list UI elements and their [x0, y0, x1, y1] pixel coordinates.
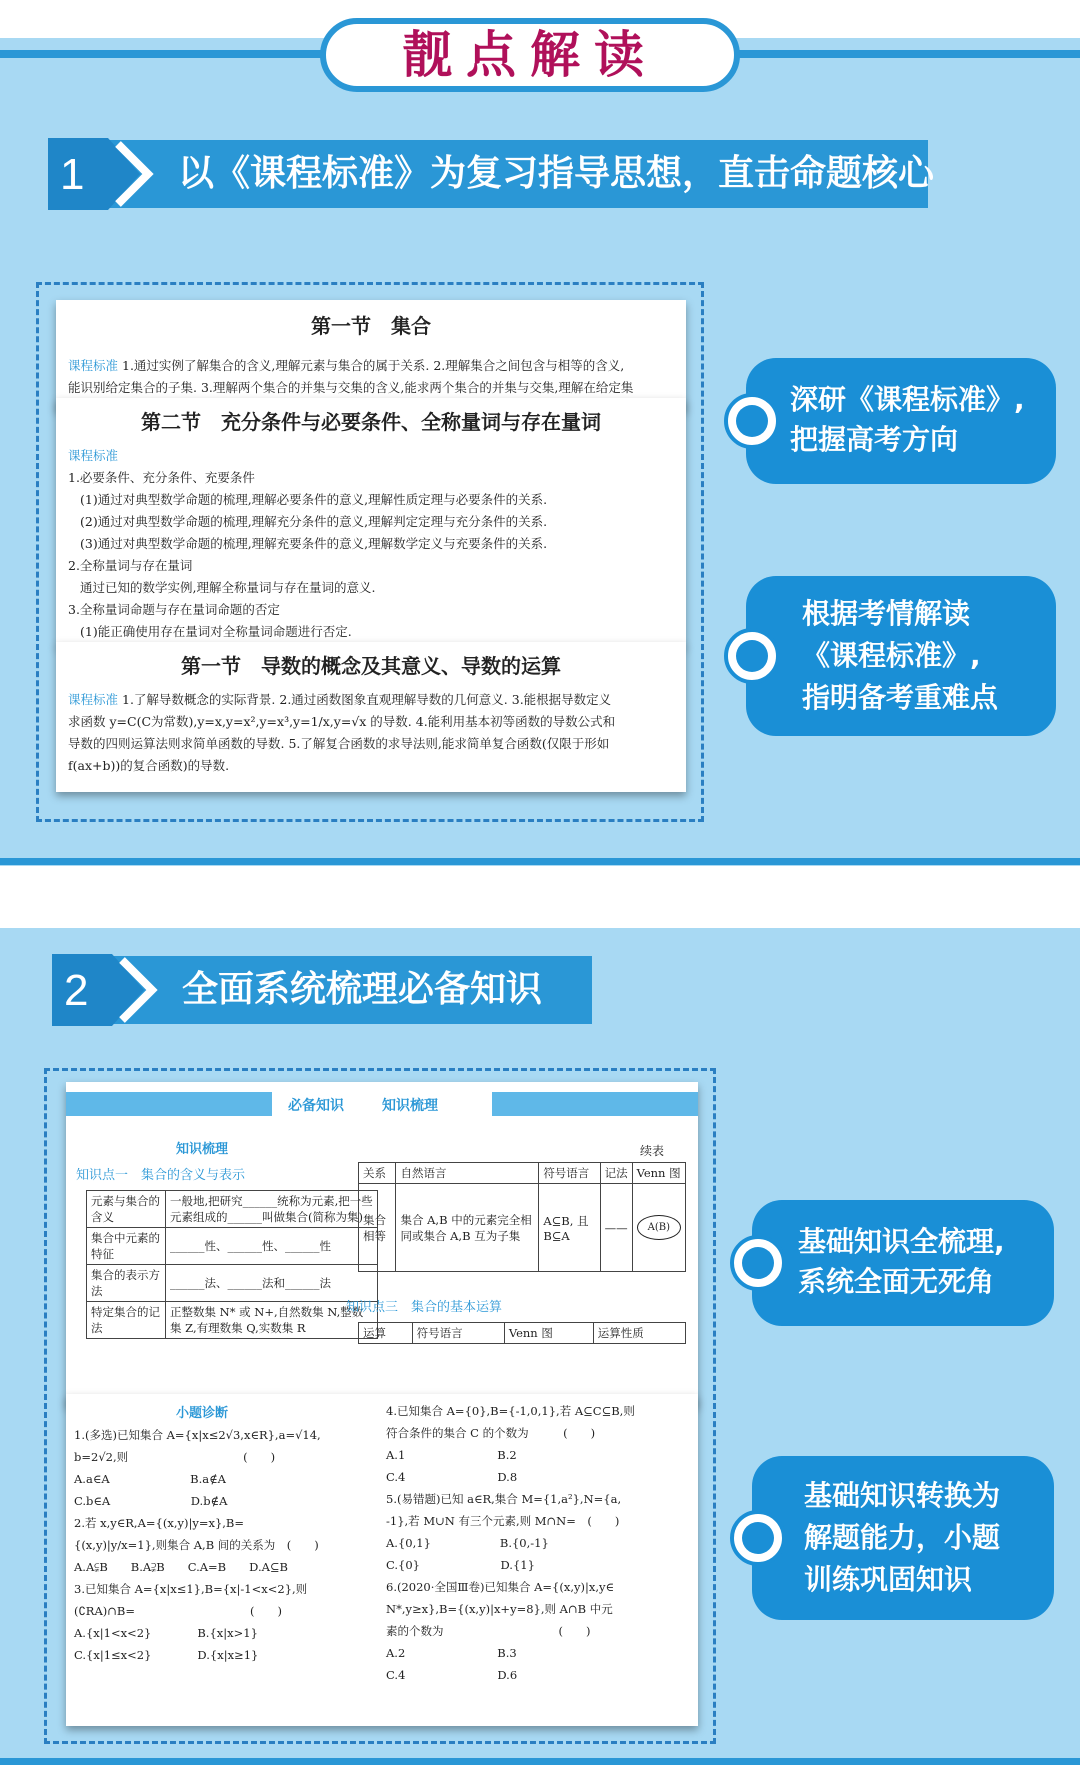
- sample-page-card: [56, 398, 686, 646]
- text-line: 3.全称量词命题与存在量词命题的否定: [68, 602, 280, 617]
- text-line: 1.了解导数概念的实际背景. 2.通过函数图象直观理解导数的几何意义. 3.能根据导数定义: [122, 692, 612, 707]
- table-cell: 元素与集合的含义: [87, 1191, 166, 1228]
- text-line: 能识别给定集合的子集. 3.理解两个集合的并集与交集的含义,能求两个集合的并集与交集,理解在给定集: [68, 380, 634, 395]
- divider: [0, 1758, 1080, 1765]
- question-option: A.A⫋B B.A⫌B C.A=B D.A⊆B: [74, 1560, 288, 1574]
- stacked-papers-icon: [730, 1510, 786, 1566]
- relation-table: [358, 1162, 686, 1272]
- question-text: 素的个数为 ( ): [386, 1624, 591, 1638]
- table-header: 符号语言: [539, 1163, 600, 1184]
- question-text: 3.已知集合 A={x|x≤1},B={x|-1<x<2},则: [74, 1582, 308, 1596]
- sub-heading: 知识梳理: [176, 1142, 229, 1157]
- sample-page-card: [56, 300, 686, 410]
- question-option: A.a∈A B.a∉A: [74, 1472, 226, 1486]
- text-line: 1.必要条件、充分条件、充要条件: [68, 470, 255, 485]
- page-title-pill: [320, 18, 740, 92]
- question-text: N*,y≥x},B={(x,y)|x+y=8},则 A∩B 中元: [386, 1602, 613, 1616]
- question-option: C.4 D.8: [386, 1470, 518, 1484]
- section-title: 全面系统梳理必备知识: [182, 969, 543, 1010]
- table-header: 符号语言: [412, 1323, 504, 1344]
- table-cell: ——: [600, 1184, 632, 1272]
- callout-line: 《课程标准》,: [802, 639, 981, 672]
- venn-ellipse: A(B): [637, 1215, 681, 1240]
- document-check-icon: [730, 1235, 786, 1291]
- question-text: 符合条件的集合 C 的个数为 ( ): [386, 1426, 596, 1440]
- callout-line: 基础知识全梳理,: [798, 1225, 1005, 1258]
- question-option: C.{x|1≤x<2} D.{x|x≥1}: [74, 1648, 259, 1662]
- table-header: Venn 图: [632, 1163, 685, 1184]
- section-1-banner: [48, 140, 935, 208]
- callout-line: 解题能力，小题: [804, 1521, 1001, 1554]
- table-cell: 一般地,把研究______统称为元素,把一些元素组成的______叫做集合(简称为集): [166, 1191, 378, 1228]
- question-text: 4.已知集合 A={0},B={-1,0,1},若 A⊆C⊆B,则: [386, 1404, 635, 1418]
- table-header: Venn 图: [504, 1323, 593, 1344]
- question-option: A.{0,1} B.{0,-1}: [386, 1536, 549, 1550]
- callout-box: [752, 1456, 1054, 1620]
- text-line: (3)通过对典型数学命题的梳理,理解充要条件的意义,理解数学定义与充要条件的关系.: [80, 536, 548, 551]
- page-title: 靓点解读: [402, 25, 658, 84]
- sub-heading: 小题诊断: [176, 1406, 229, 1421]
- section-number: 1: [60, 150, 85, 199]
- question-text: 6.(2020·全国Ⅲ卷)已知集合 A={(x,y)|x,y∈: [386, 1580, 615, 1594]
- callout-box: [746, 576, 1056, 736]
- table-cell: ______法、______法和______法: [166, 1265, 378, 1302]
- question-option: C.4 D.6: [386, 1668, 518, 1682]
- card-heading: 第二节 充分条件与必要条件、全称量词与存在量词: [141, 410, 601, 434]
- question-text: -1},若 M∪N 有三个元素,则 M∩N= ( ): [386, 1514, 620, 1528]
- card-heading: 第一节 导数的概念及其意义、导数的运算: [181, 654, 561, 678]
- text-line: f(ax+b))的复合函数)的导数.: [68, 758, 230, 773]
- callout-line: 训练巩固知识: [804, 1563, 973, 1596]
- question-option: C.b∈A D.b∉A: [74, 1494, 228, 1508]
- knowledge-point: 知识点三 集合的基本运算: [346, 1300, 503, 1315]
- question-text: (∁RA)∩B= ( ): [74, 1604, 282, 1618]
- sample-page-card: [66, 1082, 698, 1406]
- question-column: [386, 1400, 690, 1686]
- table-header: 运算: [359, 1323, 413, 1344]
- table-cell: A⊆B, 且 B⊆A: [539, 1184, 600, 1272]
- knowledge-point: 知识点一 集合的含义与表示: [76, 1168, 246, 1183]
- text-line: 2.全称量词与存在量词: [68, 558, 193, 573]
- callout-line: 根据考情解读: [802, 597, 971, 630]
- table-cell: 集合相等: [359, 1184, 396, 1272]
- text-line: 求函数 y=C(C为常数),y=x,y=x²,y=x³,y=1/x,y=√x 的导数. 4.能利用基本初等函数的导数公式和: [68, 714, 616, 729]
- callout-line: 指明备考重难点: [802, 681, 999, 714]
- card-heading: 第一节 集合: [311, 314, 431, 338]
- text-line: 1.通过实例了解集合的含义,理解元素与集合的属于关系. 2.理解集合之间包含与相等的含义,: [122, 358, 625, 373]
- section-number: 2: [64, 966, 89, 1015]
- text-line: (1)能正确使用存在量词对全称量词命题进行否定.: [80, 624, 352, 639]
- text-line: 通过已知的数学实例,理解全称量词与存在量词的意义.: [80, 580, 376, 595]
- table-cell: [632, 1184, 685, 1272]
- section-title: 以《课程标准》为复习指导思想，直击命题核心: [178, 153, 935, 194]
- question-option: A.1 B.2: [386, 1448, 517, 1462]
- callout-box: [746, 358, 1056, 484]
- table-cell: 特定集合的记法: [87, 1302, 166, 1339]
- knowledge-table: [86, 1190, 378, 1339]
- question-text: 5.(易错题)已知 a∈R,集合 M={1,a²},N={a,: [386, 1492, 622, 1506]
- table-cell: 集合的表示方法: [87, 1265, 166, 1302]
- table-header: 自然语言: [396, 1163, 539, 1184]
- continued-label: 续表: [640, 1144, 665, 1158]
- banner-labels: [272, 1092, 492, 1116]
- callout-line: 系统全面无死角: [798, 1265, 995, 1298]
- section-2-banner: [52, 956, 592, 1024]
- table-cell: ______性、______性、______性: [166, 1228, 378, 1265]
- question-column: [74, 1424, 382, 1666]
- table-header: 关系: [359, 1163, 396, 1184]
- table-cell: 集合 A,B 中的元素完全相同或集合 A,B 互为子集: [396, 1184, 539, 1272]
- table-cell: 正整数集 N* 或 N+,自然数集 N,整数集 Z,有理数集 Q,实数集 R: [166, 1302, 378, 1339]
- edit-doc-icon: [724, 628, 780, 684]
- bar-label: 知识梳理: [382, 1098, 438, 1114]
- question-text: 2.若 x,y∈R,A={(x,y)|y=x},B=: [74, 1516, 245, 1530]
- bar-label: 必备知识: [288, 1098, 344, 1114]
- question-option: C.{0} D.{1}: [386, 1558, 535, 1572]
- question-text: {(x,y)|y/x=1},则集合 A,B 间的关系为 ( ): [74, 1538, 319, 1552]
- question-text: 1.(多选)已知集合 A={x|x≤2√3,x∈R},a=√14,: [74, 1428, 321, 1442]
- sample-page-card: [56, 642, 686, 792]
- tag-label: 课程标准: [68, 692, 119, 707]
- text-line: 导数的四则运算法则求简单函数的导数. 5.了解复合函数的求导法则,能求简单复合函数(仅限于形如: [68, 736, 610, 751]
- magnifier-doc-icon: [724, 393, 780, 449]
- table-header: 运算性质: [593, 1323, 685, 1344]
- card-line: [68, 689, 686, 711]
- callout-box: [752, 1200, 1054, 1326]
- operation-table: [358, 1322, 686, 1344]
- table-cell: 集合中元素的特征: [87, 1228, 166, 1265]
- divider: [0, 858, 1080, 865]
- tag-label: 课程标准: [68, 448, 119, 463]
- question-text: b=2√2,则 ( ): [74, 1450, 276, 1464]
- tag-label: 课程标准: [68, 358, 119, 373]
- question-option: A.2 B.3: [386, 1646, 517, 1660]
- card-line: [68, 355, 686, 377]
- callout-line: 基础知识转换为: [804, 1479, 1001, 1512]
- callout-line: 深研《课程标准》,: [790, 383, 1025, 416]
- callout-line: 把握高考方向: [790, 423, 959, 456]
- table-header: 记法: [600, 1163, 632, 1184]
- text-line: (2)通过对典型数学命题的梳理,理解充分条件的意义,理解判定定理与充分条件的关系.: [80, 514, 548, 529]
- question-option: A.{x|1<x<2} B.{x|x>1}: [74, 1626, 258, 1640]
- text-line: (1)通过对典型数学命题的梳理,理解必要条件的意义,理解性质定理与必要条件的关系.: [80, 492, 548, 507]
- sample-page-card: [66, 1394, 698, 1726]
